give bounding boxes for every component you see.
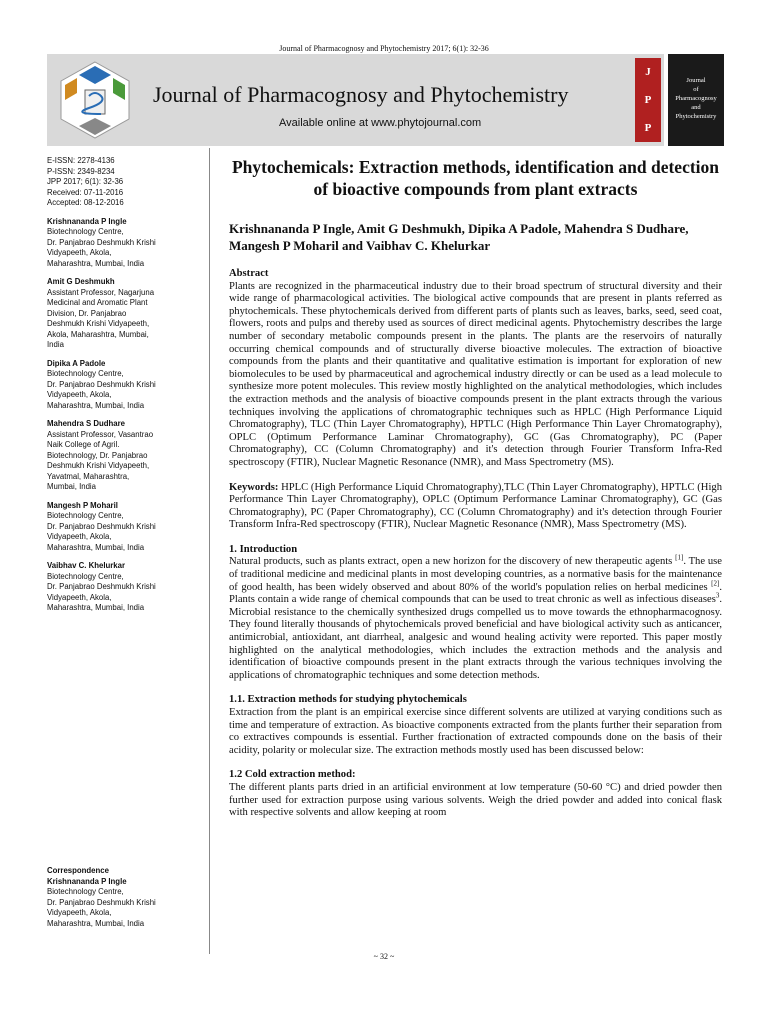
affiliation-line: Yavatmal, Maharashtra, (47, 471, 130, 481)
dark-logo-line: Journal (686, 77, 706, 84)
affiliation-line: Dr. Panjabrao Deshmukh Krishi (47, 521, 156, 531)
affiliation-line: Assistant Professor, Vasantrao (47, 429, 154, 439)
author-name: Vaibhav C. Khelurkar (47, 561, 125, 570)
dark-logo-line: of (693, 86, 699, 93)
author-name: Mahendra S Dudhare (47, 419, 125, 428)
affiliation-line: Dr. Panjabrao Deshmukh Krishi (47, 237, 156, 247)
affiliation-line: Vidyapeeth, Akola, (47, 390, 112, 399)
author-name: Krishnananda P Ingle (47, 216, 127, 226)
affiliation-line: Maharashtra, Mumbai, India (47, 400, 145, 410)
affiliation-line: Deshmukh Krishi Vidyapeeth, (47, 461, 150, 470)
author-affiliation (47, 359, 209, 412)
author-name: Dipika A Padole (47, 358, 106, 368)
affiliation-line: Dr. Panjabrao Deshmukh Krishi (47, 897, 156, 907)
cold-extraction-text: The different plants parts dried in an artificial environment at low temperature (50-60 °C) and dried powder then further used for extraction purpose using various solvents. Weigh the dried powder and added into conical flask with respective solvents and allow keeping at room (229, 781, 722, 819)
section-heading-introduction: 1. Introduction (229, 543, 298, 555)
affiliation-line: Medicinal and Aromatic Plant (47, 298, 148, 307)
affiliation-line: Dr. Panjabrao Deshmukh Krishi (47, 582, 156, 591)
author-affiliation (47, 277, 209, 351)
introduction-text (229, 553, 722, 682)
affiliation-line: Vidyapeeth, Akola, (47, 248, 112, 257)
accepted-date: Accepted: 08-12-2016 (47, 198, 124, 207)
correspondence-label: Correspondence (47, 866, 109, 875)
keywords-text: HPLC (High Performance Liquid Chromatography),TLC (Thin Layer Chromatography), HPTLC (High Performance Thin Layer Chromatography), OPLC (Optimum Performance Laminar Chromatography), GC (Gas Chromatography), PC (Paper Chromatography), CC (Column Chromatography) and it's detection through Fourier Transform Infra-Red spectroscopy (FTIR), Nuclear Magnetic Resonance (NMR), Mass Spectrometry (MS). (229, 481, 722, 531)
affiliation-line: Maharashtra, Mumbai, India (47, 918, 145, 928)
affiliation-line: Mumbai, India (47, 482, 96, 491)
intro-text-part: . Plants contain a wide range of chemical compounds that can be used to treat chronic as well as infectious diseases (229, 581, 722, 606)
affiliation-line: Division, Dr. Panjabrao (47, 308, 127, 318)
paper-title: Phytochemicals: Extraction methods, identification and detection of bioactive compounds from plant extracts (231, 157, 720, 199)
author-affiliation (47, 561, 209, 614)
citation: 3 (715, 591, 720, 600)
citation: [1] (675, 553, 684, 562)
citation: [2] (711, 579, 720, 588)
author-name: Amit G Deshmukh (47, 277, 115, 286)
author-affiliation (47, 419, 209, 493)
intro-text-part: Natural products, such as plants extract, open a new horizon for the discovery of new therapeutic agents (229, 556, 673, 568)
abstract-heading: Abstract (229, 268, 269, 279)
affiliation-line: Maharashtra, Mumbai, India (47, 603, 145, 612)
dark-logo-line: Pharmacognosy (675, 95, 717, 102)
affiliation-line: Deshmukh Krishi Vidyapeeth, (47, 319, 150, 328)
dark-logo-line: and (691, 104, 701, 111)
jpp-letter: J (645, 66, 651, 78)
author-sidebar (47, 156, 209, 614)
affiliation-line: Maharashtra, Mumbai, India (47, 258, 145, 268)
affiliation-line: Biotechnology Centre, (47, 887, 124, 896)
affiliation-line: Vidyapeeth, Akola, (47, 532, 112, 541)
affiliation-line: Vidyapeeth, Akola, (47, 908, 112, 917)
keywords-paragraph (229, 482, 722, 532)
correspondence-name: Krishnananda P Ingle (47, 876, 127, 886)
journal-banner (47, 54, 664, 146)
running-head: Journal of Pharmacognosy and Phytochemistry 2017; 6(1): 32-36 (279, 44, 489, 53)
article-body (229, 156, 722, 820)
p-issn: P-ISSN: 2349-8234 (47, 166, 115, 176)
affiliation-line: Biotechnology, Dr. Panjabrao (47, 450, 148, 460)
received-date: Received: 07-11-2016 (47, 187, 124, 197)
section-heading-cold-extraction: 1.2 Cold extraction method: (229, 769, 356, 781)
affiliation-line: Biotechnology Centre, (47, 369, 124, 378)
author-affiliation (47, 501, 209, 554)
affiliation-line: Biotechnology Centre, (47, 571, 124, 581)
affiliation-line: Vidyapeeth, Akola, (47, 592, 112, 602)
paper-authors: Krishnananda P Ingle, Amit G Deshmukh, Dipika A Padole, Mahendra S Dudhare, Mangesh P Moharil and Vaibhav C. Khelurkar (229, 221, 689, 253)
affiliation-line: Biotechnology Centre, (47, 227, 124, 236)
affiliation-line: Assistant Professor, Nagarjuna (47, 287, 155, 297)
page-number: ~ 32 ~ (373, 952, 395, 961)
affiliation-line: India (47, 340, 64, 349)
intro-text-part: . Microbial resistance to the chemically synthesized drugs compelled us to move towards the ethnopharmacognosy. They found literally thousands of phytochemicals proved beneficial and have biological activity such as anticancer, antimicrobial, antioxidant, ant diarrheal, analgesic and wound healing activity were reported. This paper mostly highlighted on the analytical methodologies, which includes the extraction methods and the analysis and identification of bioactive compounds present in the plant extracts through the various techniques involving the applications of chromatographic techniques and some detection methods. (229, 594, 722, 681)
volume-info: JPP 2017; 6(1): 32-36 (47, 177, 124, 186)
affiliation-line: Akola, Maharashtra, Mumbai, (47, 329, 149, 339)
correspondence-block (47, 866, 209, 929)
affiliation-line: Dr. Panjabrao Deshmukh Krishi (47, 379, 156, 389)
column-divider (209, 148, 210, 954)
dark-logo-line: Phytochemistry (675, 113, 717, 120)
journal-website: Available online at www.phytojournal.com (279, 117, 482, 129)
jpp-letter: P (644, 122, 652, 134)
author-affiliation (47, 217, 209, 270)
affiliation-line: Biotechnology Centre, (47, 511, 124, 520)
section-heading-extraction: 1.1. Extraction methods for studying phytochemicals (229, 694, 467, 706)
affiliation-line: Maharashtra, Mumbai, India (47, 542, 145, 552)
journal-logo-icon (55, 60, 135, 140)
abstract-text: Plants are recognized in the pharmaceutical industry due to their broad spectrum of structural diversity and their wide range of pharmacological activities. The biological active compounds that are present in plants referred as phytochemicals. These phytochemicals derived from different parts of plants such as leaves, barks, seed, seed coat, flowers, roots and pulps and thereby used as sources of direct medicinal agents. Phytochemistry describes the large number of secondary metabolic compounds present in the plants. The plants are the reservoirs of naturally occurring chemical compounds and of structurally diverse bioactive molecules. The extraction of bioactive compounds from the plants and their quantitative and qualitative estimation is important for exploration of new biomolecules to be used by pharmaceutical and agrochemical industry directly or can be used as a lead molecule to synthesize more potent molecules. This review mostly highlighted on the analytical methodologies, which includes the extraction methods and the analysis of bioactive compounds present in the plant extracts through the various techniques involving the applications of chromatographic techniques such as HPLC (High Performance Liquid Chromatography), TLC (Thin Layer Chromatography), HPTLC (High Performance Thin Layer Chromatography), OPLC (Optimum Performance Laminar Chromatography), GC (Gas Chromatography), PC (Paper Chromatography), CC (Column Chromatography) and it's detection through Fourier Transform Infra-Red spectroscopy (FTIR), Nuclear Magnetic Resonance (NMR), and Mass Spectrometry (MS). (229, 280, 722, 468)
intro-text-part: . The use of traditional medicine and medicinal plants in most developing countries, as a normative basis for the maintenance of good health, has been widely observed and about 80% of the world's population relies on herbal medicines (229, 556, 722, 593)
author-name: Mangesh P Moharil (47, 500, 118, 510)
e-issn: E-ISSN: 2278-4136 (47, 156, 115, 165)
journal-title: Journal of Pharmacognosy and Phytochemistry (153, 82, 569, 107)
affiliation-line: Naik College of Agril. (47, 440, 120, 449)
extraction-text: Extraction from the plant is an empirical exercise since different solvents are utilized at varying conditions such as time and temperature of extraction. As bioactive components extracted from the plants further their separation from co extractives compounds is essential. Further fractionation of extracted compounds done on the basis of their acidity, polarity or molecular size. The extraction methods mostly used has been discussed below: (229, 707, 722, 756)
keywords-label: Keywords: (229, 481, 279, 493)
jpp-letter: P (644, 94, 652, 106)
journal-dark-logo (668, 54, 724, 146)
jpp-logo (635, 58, 661, 142)
issn-block (47, 156, 209, 209)
